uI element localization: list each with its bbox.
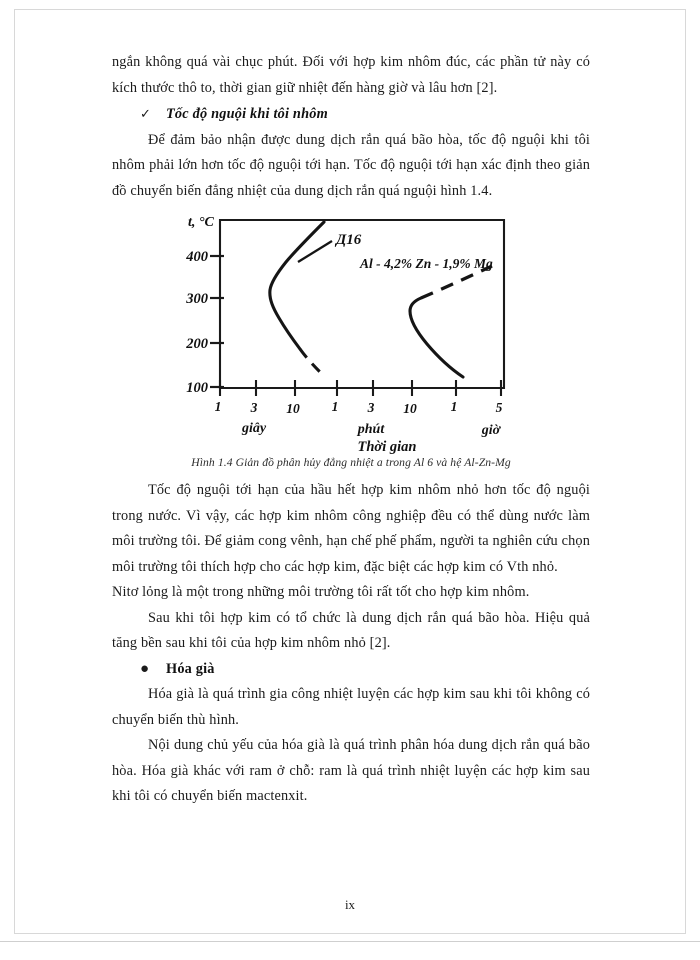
chart-frame bbox=[220, 220, 504, 388]
annotation-alloy-composition: Al - 4,2% Zn - 1,9% Mg bbox=[360, 256, 493, 271]
series-d16-curve bbox=[270, 222, 324, 372]
x-tick-label-2: 10 bbox=[286, 401, 300, 416]
paragraph-3: Tốc độ nguội tới hạn của hầu hết hợp kim nhôm nhỏ hơn tốc độ nguội trong nước. Vì vậy, các hợp kim nhôm công nghiệp đều có thể dùng nước làm môi trường tôi. Để giảm cong vênh, hạn chế phế phẩm, người ta nghiên cứu chọn môi trường tôi thích hợp cho các hợp kim, đặc biệt các hợp kim có Vth nhỏ. bbox=[112, 482, 590, 575]
x-tick-label-3: 1 bbox=[331, 399, 339, 414]
x-group-label-giay: giây bbox=[241, 421, 267, 436]
x-tick-label-7: 5 bbox=[495, 400, 503, 415]
annotation-d16: Д16 bbox=[336, 232, 362, 248]
page-content bbox=[112, 50, 590, 810]
heading-aging bbox=[112, 657, 590, 683]
x-group-label-gio: giờ bbox=[481, 423, 501, 438]
checkmark-icon: ✓ bbox=[140, 106, 151, 121]
ttt-diagram-svg bbox=[174, 210, 524, 455]
page-bottom-rule bbox=[0, 941, 700, 942]
y-tick-label-400: 400 bbox=[186, 249, 208, 265]
heading-cooling-rate bbox=[112, 101, 590, 128]
paragraph-7: Nội dung chủ yếu của hóa già là quá trình phân hóa dung dịch rắn quá bão hòa. Hóa già khác với ram ở chỗ: ram là quá trình nhiệt luyện các hợp kim sau khi tôi có chuyển biến mactenxit. bbox=[112, 737, 590, 804]
paragraph-1: ngắn không quá vài chục phút. Đối với hợp kim nhôm đúc, các phần tử này có kích thước thô to, thời gian giữ nhiệt đến hàng giờ và lâu hơn [2]. bbox=[112, 54, 590, 96]
page-number: ix bbox=[344, 897, 356, 912]
y-axis-ticks bbox=[210, 256, 224, 387]
x-tick-label-1: 3 bbox=[250, 400, 258, 415]
x-axis-group-labels bbox=[241, 421, 502, 438]
paragraph-6: Hóa già là quá trình gia công nhiệt luyện các hợp kim sau khi tôi không có chuyển biến thù hình. bbox=[112, 686, 590, 728]
y-axis-tick-labels bbox=[185, 249, 208, 396]
x-tick-label-4: 3 bbox=[367, 400, 375, 415]
y-axis-title: t, °C bbox=[188, 215, 214, 230]
x-tick-label-5: 10 bbox=[403, 401, 417, 416]
y-tick-label-100: 100 bbox=[186, 380, 208, 396]
heading-aging-label: Hóa già bbox=[166, 660, 215, 677]
paragraph-4: Nitơ lỏng là một trong những môi trường tôi rất tốt cho hợp kim nhôm. bbox=[112, 584, 530, 600]
x-tick-label-6: 1 bbox=[450, 399, 458, 414]
paragraph-2: Để đảm bảo nhận được dung dịch rắn quá bão hòa, tốc độ nguội khi tôi nhôm phải lớn hơn tốc độ nguội tới hạn. Tốc độ nguội tới hạn xác định theo giản đồ chuyển biến đẳng nhiệt của dung dịch rắn quá nguội hình 1.4. bbox=[112, 131, 590, 199]
figure-1-4 bbox=[112, 210, 590, 478]
x-axis-title: Thời gian bbox=[357, 439, 417, 455]
x-axis-tick-labels bbox=[215, 399, 503, 416]
bullet-icon: ● bbox=[140, 660, 150, 677]
x-tick-label-0: 1 bbox=[214, 399, 222, 414]
heading-cooling-rate-label: Tốc độ nguội khi tôi nhôm bbox=[166, 106, 328, 122]
paragraph-5: Sau khi tôi hợp kim có tổ chức là dung dịch rắn quá bão hòa. Hiệu quả tăng bền sau khi tôi của hợp kim nhôm nhỏ [2]. bbox=[112, 609, 590, 651]
ttt-diagram-chart bbox=[174, 210, 524, 455]
series-alznmg-curve bbox=[410, 266, 492, 377]
figure-caption: Hình 1.4 Giản đồ phân hủy đẳng nhiệt a trong Al 6 và hệ Al-Zn-Mg bbox=[191, 456, 511, 469]
y-tick-label-300: 300 bbox=[186, 291, 208, 307]
y-tick-label-200: 200 bbox=[186, 336, 208, 352]
x-group-label-phut: phút bbox=[357, 422, 385, 437]
